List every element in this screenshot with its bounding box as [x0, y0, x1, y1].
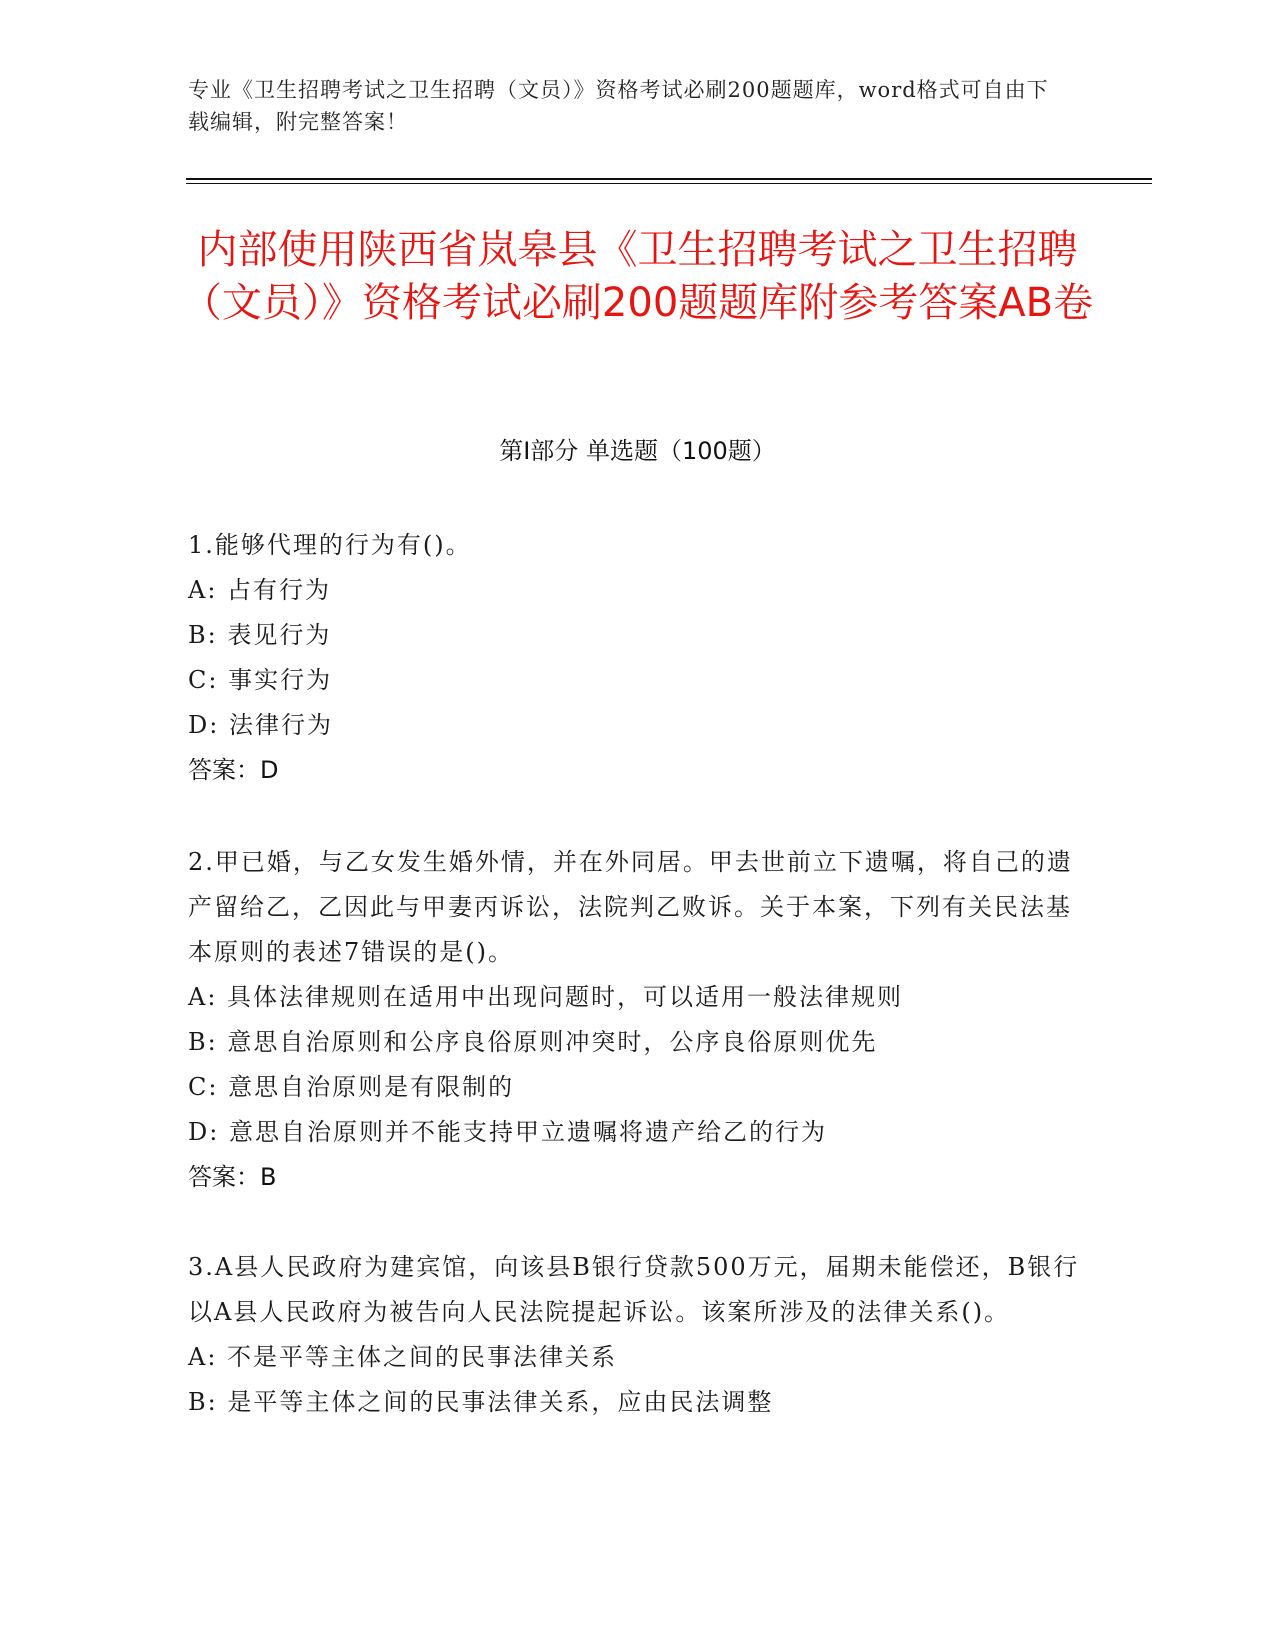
option-a: A: 不是平等主体之间的民事法律关系 [188, 1343, 618, 1371]
option-b: B: 表见行为 [188, 621, 332, 649]
question-stem: 3.A县人民政府为建宾馆，向该县B银行贷款500万元，届期未能偿还，B银行以A县人民政府为被告向人民法院提起诉讼。该案所涉及的法律关系()。 [188, 1253, 1080, 1326]
header-divider-thick [186, 178, 1152, 180]
option-b: B: 是平等主体之间的民事法律关系，应由民法调整 [188, 1388, 774, 1416]
question-2 [188, 840, 1088, 1200]
option-c: C: 事实行为 [188, 666, 333, 694]
question-3 [188, 1245, 1088, 1425]
option-b: B: 意思自治原则和公序良俗原则冲突时，公序良俗原则优先 [188, 1028, 878, 1056]
question-stem: 1.能够代理的行为有()。 [188, 531, 472, 559]
header-divider-thin [186, 183, 1152, 184]
option-a: A: 占有行为 [188, 576, 332, 604]
header-note: 专业《卫生招聘考试之卫生招聘（文员）》资格考试必刷200题题库，word格式可自由下载编辑，附完整答案！ [188, 78, 1049, 134]
question-stem: 2.甲已婚，与乙女发生婚外情，并在外同居。甲去世前立下遗嘱，将自己的遗产留给乙，乙因此与甲妻丙诉讼，法院判乙败诉。关于本案，下列有关民法基本原则的表述7错误的是()。 [188, 848, 1073, 966]
section-title: 第I部分 单选题（100题） [499, 437, 776, 465]
option-d: D: 法律行为 [188, 711, 333, 739]
option-d: D: 意思自治原则并不能支持甲立遗嘱将遗产给乙的行为 [188, 1118, 827, 1146]
answer: 答案：B [188, 1163, 277, 1191]
answer: 答案：D [188, 756, 279, 784]
document-title: 内部使用陕西省岚皋县《卫生招聘考试之卫生招聘（文员）》资格考试必刷200题题库附参考答案AB卷 [181, 227, 1094, 326]
option-a: A: 具体法律规则在适用中出现问题时，可以适用一般法律规则 [188, 983, 904, 1011]
question-1 [188, 523, 1088, 793]
option-c: C: 意思自治原则是有限制的 [188, 1073, 515, 1101]
